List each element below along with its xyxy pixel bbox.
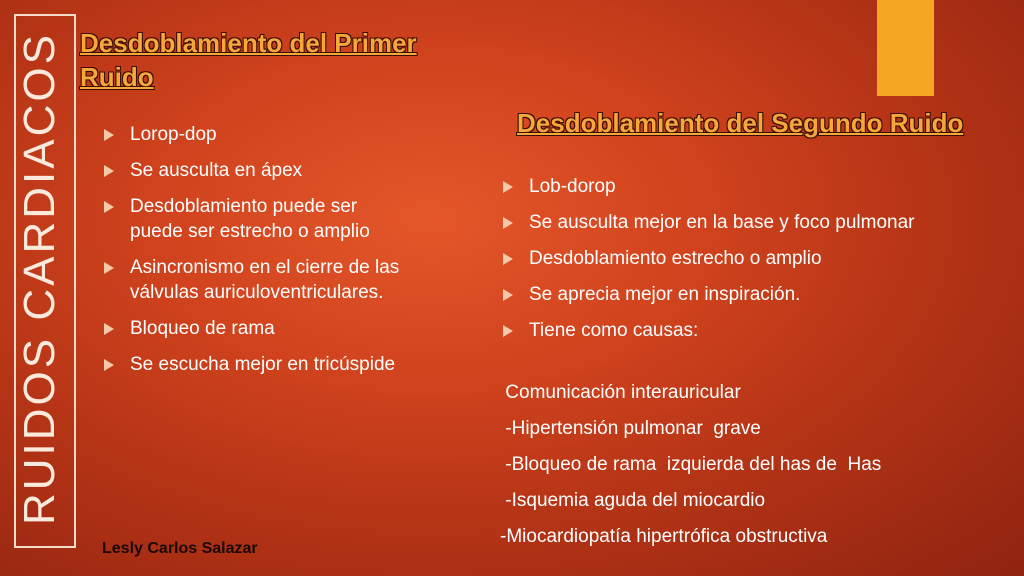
list-item bbox=[102, 158, 402, 183]
arrow-bullet-icon bbox=[503, 289, 513, 301]
list-item bbox=[501, 282, 1001, 307]
list-item-text: Lob-dorop bbox=[529, 176, 616, 197]
arrow-bullet-icon bbox=[104, 165, 114, 177]
list-item bbox=[501, 246, 1001, 271]
list-item bbox=[102, 194, 402, 244]
list-item-text: Se ausculta en ápex bbox=[130, 160, 303, 181]
list-item-text: Tiene como causas: bbox=[529, 320, 699, 341]
arrow-bullet-icon bbox=[503, 325, 513, 337]
list-item-text: Desdoblamiento estrecho o amplio bbox=[529, 248, 822, 269]
left-heading: Desdoblamiento del Primer Ruido bbox=[80, 28, 417, 92]
list-item-text: Lorop-dop bbox=[130, 124, 217, 145]
arrow-bullet-icon bbox=[104, 323, 114, 335]
arrow-bullet-icon bbox=[104, 129, 114, 141]
list-item bbox=[501, 210, 1001, 235]
list-item bbox=[102, 255, 402, 305]
arrow-bullet-icon bbox=[104, 262, 114, 274]
arrow-bullet-icon bbox=[503, 253, 513, 265]
cause-item: -Miocardiopatía hipertrófica obstructiva bbox=[500, 526, 828, 547]
side-title: RUIDOS CARDIACOS bbox=[15, 32, 64, 525]
cause-item: -Isquemia aguda del miocardio bbox=[500, 490, 766, 511]
list-item-text: Bloqueo de rama bbox=[130, 318, 275, 339]
list-item bbox=[102, 352, 402, 377]
arrow-bullet-icon bbox=[104, 201, 114, 213]
list-item bbox=[102, 122, 402, 147]
arrow-bullet-icon bbox=[104, 359, 114, 371]
list-item bbox=[102, 316, 402, 341]
arrow-bullet-icon bbox=[503, 217, 513, 229]
list-item-text: Asincronismo en el cierre de las válvulas auriculoventriculares. bbox=[130, 257, 400, 303]
list-item-text: Se aprecia mejor en inspiración. bbox=[529, 284, 801, 305]
right-bullet-list bbox=[501, 174, 1001, 354]
list-item-text: Se ausculta mejor en la base y foco pulmonar bbox=[529, 212, 915, 233]
list-item-text: Se escucha mejor en tricúspide bbox=[130, 354, 396, 375]
causes-list bbox=[500, 380, 970, 560]
list-item bbox=[501, 174, 1001, 199]
cause-item: Comunicación interauricular bbox=[500, 382, 741, 403]
left-bullet-list bbox=[102, 122, 402, 388]
list-item-text: Desdoblamiento puede ser puede ser estrecho o amplio bbox=[130, 196, 370, 242]
accent-bar bbox=[877, 0, 934, 96]
list-item bbox=[501, 318, 1001, 343]
cause-item: -Hipertensión pulmonar grave bbox=[500, 418, 761, 439]
arrow-bullet-icon bbox=[503, 181, 513, 193]
right-heading: Desdoblamiento del Segundo Ruido bbox=[517, 108, 964, 138]
cause-item: -Bloqueo de rama izquierda del has de Has bbox=[500, 454, 882, 475]
author-name: Lesly Carlos Salazar bbox=[102, 540, 258, 557]
